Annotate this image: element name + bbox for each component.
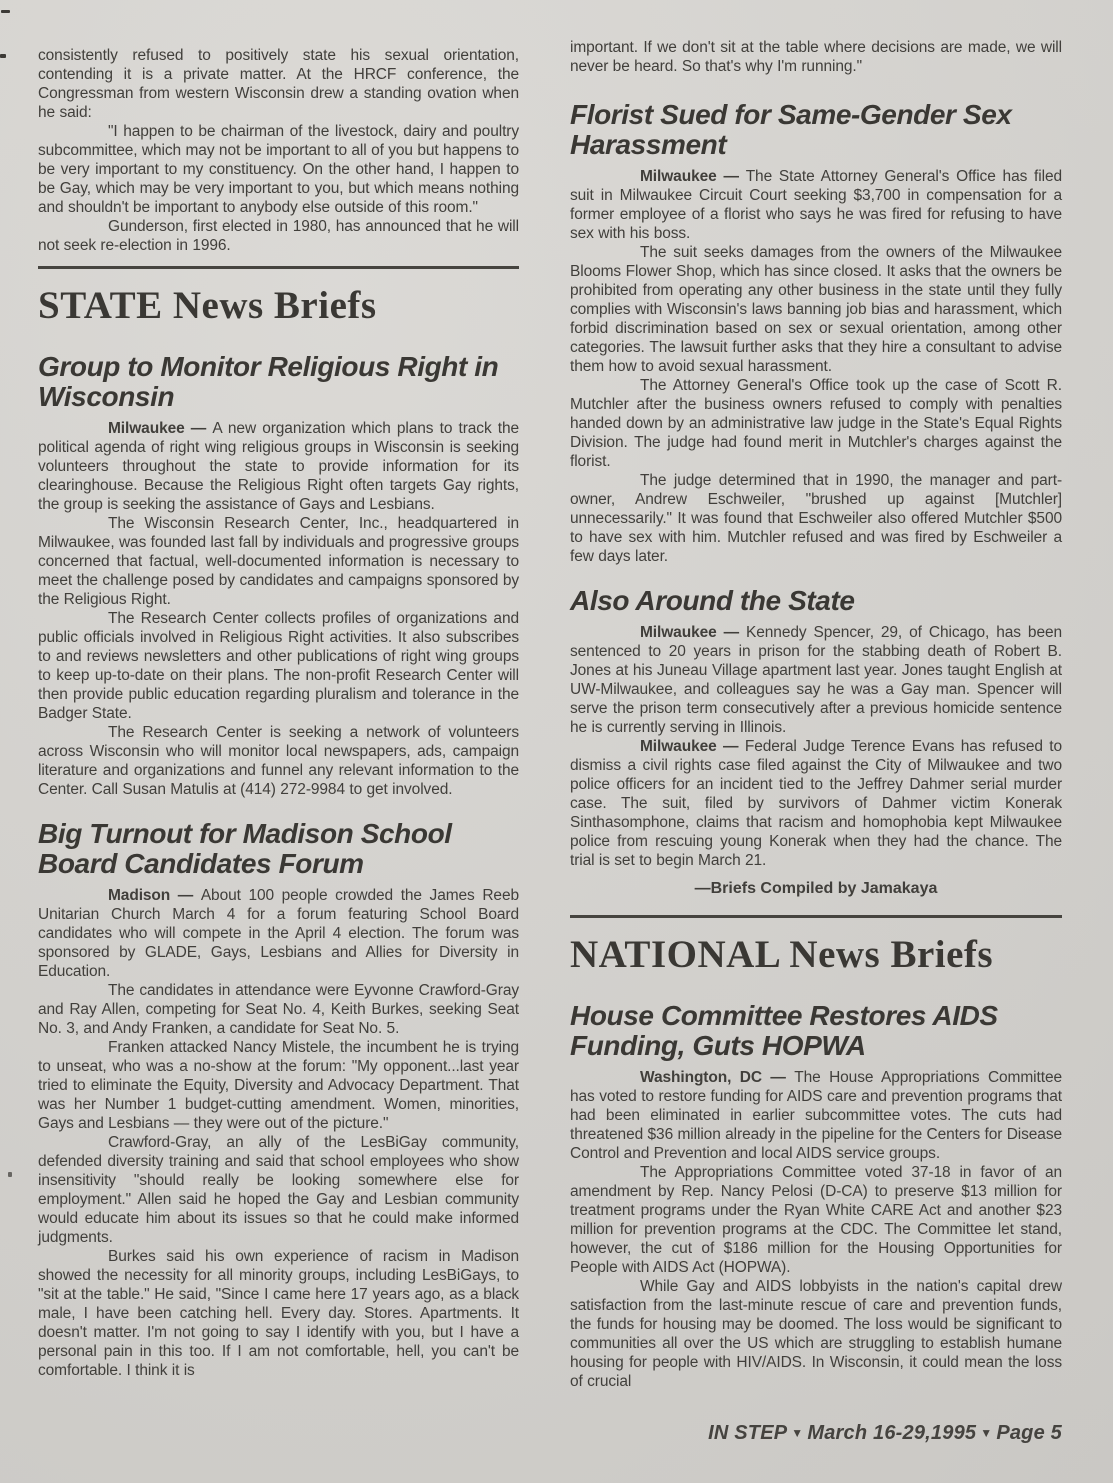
dateline: Milwaukee — bbox=[640, 738, 745, 755]
section-title-state: STATE News Briefs bbox=[38, 284, 377, 327]
section-divider bbox=[38, 266, 519, 269]
scan-artifact bbox=[0, 54, 6, 58]
body-paragraph: Crawford-Gray, an ally of the LesBiGay community, defended diversity training and said that school employees who show insensitivity "should really be looking somewhere else for employment." Allen said he hoped the Gay and Lesbian community would educate him about its issues so that he could make informed judgments. bbox=[38, 1134, 519, 1246]
page-number: Page 5 bbox=[996, 1422, 1062, 1444]
body-paragraph: The Wisconsin Research Center, Inc., headquartered in Milwaukee, was founded last fall by individuals and progressive groups concerned that factual, well-documented information is necessary to meet the challenge posed by candidates and campaigns sponsored by the Religious Right. bbox=[38, 515, 519, 608]
body-paragraph: While Gay and AIDS lobbyists in the nation's capital drew satisfaction from the last-minute rescue of care and prevention funds, the funds for housing may be doomed. The loss would be significant to communities all over the US which are struggling to establish humane housing for people with HIV/AIDS. In Wisconsin, it could mean the loss of crucial bbox=[570, 1278, 1062, 1390]
left-column bbox=[38, 46, 519, 1380]
paragraph-text: A new organization which plans to track the political agenda of right wing religious groups in Wisconsin is seeking volunteers throughout the state to provide information for its clearinghouse. Because the Religious Right often targets Gay rights, the group is seeking the assistance of Gays and Lesbians. bbox=[38, 420, 520, 513]
paragraph-text: The House Appropriations Committee has voted to restore funding for AIDS care and prevention programs that had been eliminated in earlier subcommittee votes. The cuts had threatened $36 million already in the pipeline for the Centers for Disease Control and Prevention and local AIDS service groups. bbox=[570, 1069, 1062, 1162]
paragraph-text: Kennedy Spencer, 29, of Chicago, has been sentenced to 20 years in prison for the stabbing death of Robert B. Jones at his Juneau Village apartment last year. Jones taught English at UW-Milwaukee, and colleagues say he was a Gay man. Spencer will serve the prison term consecutively after a previous homicide sentence he is currently serving in Illinois. bbox=[570, 624, 1063, 736]
body-paragraph bbox=[38, 419, 519, 514]
body-paragraph bbox=[570, 737, 1062, 870]
dateline: Milwaukee — bbox=[108, 420, 213, 437]
body-paragraph bbox=[570, 167, 1062, 243]
continuation-paragraph: important. If we don't sit at the table where decisions are made, we will never be heard. So that's why I'm running." bbox=[570, 39, 1062, 75]
dateline: Madison — bbox=[108, 887, 201, 904]
dateline: Washington, DC — bbox=[640, 1069, 795, 1086]
body-paragraph: The suit seeks damages from the owners of the Milwaukee Blooms Flower Shop, which has since closed. It asks that the owners be prohibited from operating any other business in the state until they fully complies with Wisconsin's laws banning job bias and harassment, which forbid discrimination based on sex or sexual orientation, among other categories. The lawsuit further asks that they hire a consultant to advise them how to avoid sexual harassment. bbox=[570, 244, 1062, 375]
down-triangle-icon: ▼ bbox=[791, 1426, 804, 1440]
article-headline-house-committee: House Committee Restores AIDS Funding, Guts HOPWA bbox=[570, 1000, 998, 1061]
body-paragraph: Franken attacked Nancy Mistele, the incumbent he is trying to unseat, who was a no-show at the forum: "My opponent...last year tried to eliminate the Equity, Diversity and Advocacy Department. That was her Number 1 budget-cutting amendment. Women, minorities, Gays and Lesbians — they were out of the picture." bbox=[38, 1039, 519, 1132]
down-triangle-icon: ▼ bbox=[980, 1426, 993, 1440]
section-divider bbox=[570, 915, 1062, 918]
continuation-paragraph: consistently refused to positively state his sexual orientation, contending it is a private matter. At the HRCF conference, the Congressman from western Wisconsin drew a standing ovation when he said: bbox=[38, 47, 519, 121]
briefs-byline: —Briefs Compiled by Jamakaya bbox=[694, 880, 938, 897]
body-paragraph: The Attorney General's Office took up the case of Scott R. Mutchler after the business owners refused to comply with penalties handed down by an administrative law judge in the State's Equal Rights Division. The judge had found merit in Mutchler's charges against the florist. bbox=[570, 377, 1062, 470]
body-paragraph: Gunderson, first elected in 1980, has announced that he will not seek re-election in 1996. bbox=[38, 218, 519, 254]
issue-date: March 16-29,1995 bbox=[807, 1422, 977, 1444]
article-headline-big-turnout: Big Turnout for Madison School Board Candidates Forum bbox=[38, 818, 452, 879]
page-footer bbox=[570, 1422, 1062, 1445]
paragraph-text: About 100 people crowded the James Reeb Unitarian Church March 4 for a forum featuring School Board candidates who will compete in the April 4 election. The forum was sponsored by GLADE, Gays, Lesbians and Allies for Diversity in Education. bbox=[38, 887, 519, 980]
scan-artifact bbox=[1, 10, 10, 13]
paragraph-text: Federal Judge Terence Evans has refused to dismiss a civil rights case filed against the City of Milwaukee and two police officers for an incident tied to the Jeffrey Dahmer serial murder case. The suit, filed by survivors of Dahmer victim Konerak Sinthasomphone, claims that racism and homophobia kept Milwaukee police from rescuing young Konerak when they had the chance. The trial is set to begin March 21. bbox=[570, 738, 1063, 869]
body-paragraph: Burkes said his own experience of racism in Madison showed the necessity for all minority groups, including LesBiGays, to "sit at the table." He said, "Since I came here 17 years ago, as a black male, I have been catching hell. Every day. Stores. Apartments. It doesn't matter. I'm not going to say I identify with you, but I have a personal pain in this too. If I am not comfortable, hell, you can't be comfortable. I think it is bbox=[38, 1248, 519, 1379]
body-paragraph: The candidates in attendance were Eyvonne Crawford-Gray and Ray Allen, competing for Seat No. 4, Keith Burkes, seeking Seat No. 3, and Andy Franken, a candidate for Seat No. 5. bbox=[38, 982, 519, 1037]
body-paragraph bbox=[38, 886, 519, 981]
body-paragraph bbox=[570, 623, 1062, 737]
body-paragraph bbox=[570, 1068, 1062, 1163]
body-paragraph: The Research Center is seeking a network of volunteers across Wisconsin who will monitor local newspapers, ads, campaign literature and organizations and funnel any relevant information to the Center. Call Susan Matulis at (414) 272-9984 to get involved. bbox=[38, 724, 519, 798]
article-headline-florist-sued: Florist Sued for Same-Gender Sex Harassment bbox=[570, 99, 1012, 160]
dateline: Milwaukee — bbox=[640, 168, 746, 185]
body-paragraph: "I happen to be chairman of the livestock, dairy and poultry subcommittee, which may not be important to all of you but happens to be very important to my constituency. On the other hand, I happen to be Gay, which may be very important to you, but which means nothing and shouldn't be important to anybody else outside of this room." bbox=[38, 123, 519, 216]
body-paragraph: The Appropriations Committee voted 37-18 in favor of an amendment by Rep. Nancy Pelosi (D-CA) to preserve $13 million for treatment programs under the Ryan White CARE Act and another $23 million for prevention programs at the CDC. The Committee let stand, however, the cut of $186 million for the Housing Opportunities for People with AIDS Act (HOPWA). bbox=[570, 1164, 1062, 1276]
scan-artifact bbox=[8, 1172, 12, 1177]
section-title-national: NATIONAL News Briefs bbox=[570, 933, 994, 976]
body-paragraph: The judge determined that in 1990, the manager and part-owner, Andrew Eschweiler, "brushed up against [Mutchler] unnecessarily." It was found that Eschweiler also offered Mutchler $500 to have sex with him. Mutchler refused and was fired by Eschweiler a few days later. bbox=[570, 472, 1062, 565]
paragraph-text: The State Attorney General's Office has filed suit in Milwaukee Circuit Court seeking $3,700 in compensation for a former employee of a florist who says he was fired for refusing to have sex with his boss. bbox=[570, 168, 1062, 242]
article-headline-group-monitor: Group to Monitor Religious Right in Wisconsin bbox=[38, 351, 499, 412]
body-paragraph: The Research Center collects profiles of organizations and public officials involved in Religious Right activities. It also subscribes to and reviews newsletters and other publications of right wing groups to keep up-to-date on their plans. The non-profit Research Center will then provide public education regarding pluralism and tolerance in the Badger State. bbox=[38, 610, 519, 722]
article-headline-also-around: Also Around the State bbox=[570, 585, 855, 616]
right-column bbox=[570, 38, 1062, 1391]
dateline: Milwaukee — bbox=[640, 624, 747, 641]
magazine-name: IN STEP bbox=[708, 1422, 788, 1444]
